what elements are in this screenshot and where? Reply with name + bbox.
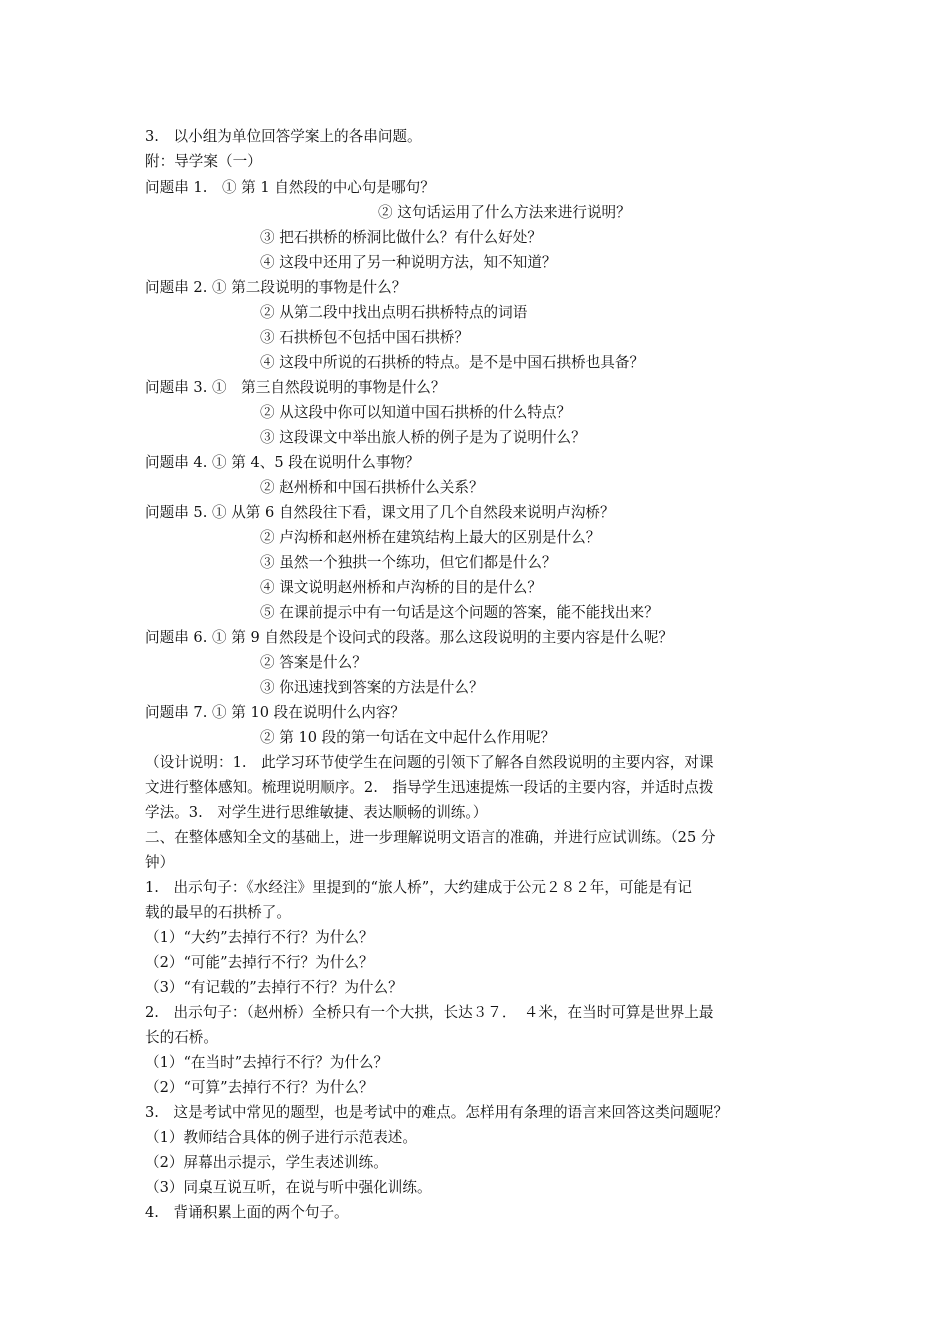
sentence-2-question-2: （2）“可算”去掉行不行？为什么？ [145,1079,374,1096]
step-3-item-2: （2）屏幕出示提示，学生表述训练。 [145,1154,388,1171]
sentence-1-question-2: （2）“可能”去掉行不行？为什么？ [145,954,374,971]
section-2-heading-cont: 钟） [145,854,175,871]
sentence-1-question-3: （3）“有记载的”去掉行不行？为什么？ [145,979,403,996]
question-chain-5-q3: ③ 虽然一个独拱一个练功，但它们都是什么？ [260,554,557,571]
question-chain-4-q2: ② 赵州桥和中国石拱桥什么关系？ [260,479,484,496]
sentence-2-text: 2. 出示句子：（赵州桥）全桥只有一个大拱，长达３７． ４米，在当时可算是世界上最 [145,1004,714,1021]
question-chain-3-q1: 问题串 3. ① 第三自然段说明的事物是什么？ [145,379,446,396]
design-note-line-2: 文进行整体感知。梳理说明顺序。2. 指导学生迅速提炼一段话的主要内容，并适时点拨 [145,779,714,796]
step-3-item-3: （3）同桌互说互听，在说与听中强化训练。 [145,1179,432,1196]
step-4-text: 4. 背诵积累上面的两个句子。 [145,1204,349,1221]
step-3-text: 3. 以小组为单位回答学案上的各串问题。 [145,128,422,145]
question-chain-2-q2: ② 从第二段中找出点明石拱桥特点的词语 [260,304,528,321]
step-3-item-1: （1）教师结合具体的例子进行示范表述。 [145,1129,417,1146]
design-note-line-3: 学法。3. 对学生进行思维敏捷、表达顺畅的训练。） [145,804,488,821]
question-chain-5-q2: ② 卢沟桥和赵州桥在建筑结构上最大的区别是什么？ [260,529,601,546]
sentence-1-question-1: （1）“大约”去掉行不行？为什么？ [145,929,374,946]
question-chain-5-q5: ⑤ 在课前提示中有一句话是这个问题的答案，能不能找出来？ [260,604,659,621]
sentence-1-text: 1. 出示句子：《水经注》里提到的“旅人桥”，大约建成于公元２８２年，可能是有记 [145,879,692,896]
question-chain-4-q1: 问题串 4. ① 第 4、5 段在说明什么事物？ [145,454,420,471]
question-chain-1-q2: ② 这句话运用了什么方法来进行说明？ [378,204,631,221]
question-chain-7-q1: 问题串 7. ① 第 10 段在说明什么内容？ [145,704,406,721]
question-chain-1-q3: ③ 把石拱桥的桥洞比做什么？有什么好处？ [260,229,542,246]
question-chain-2-q4: ④ 这段中所说的石拱桥的特点。是不是中国石拱桥也具备？ [260,354,645,371]
question-chain-2-q1: 问题串 2. ① 第二段说明的事物是什么？ [145,279,407,296]
sentence-2-text-cont: 长的石桥。 [145,1029,218,1046]
sentence-1-text-cont: 载的最早的石拱桥了。 [145,904,291,921]
question-chain-7-q2: ② 第 10 段的第一句话在文中起什么作用呢？ [260,729,556,746]
question-chain-1-q1: 问题串 1. ① 第 1 自然段的中心句是哪句？ [145,179,435,196]
sentence-2-question-1: （1）“在当时”去掉行不行？为什么？ [145,1054,389,1071]
question-chain-1-q4: ④ 这段中还用了另一种说明方法，知不知道？ [260,254,557,271]
question-chain-5-q4: ④ 课文说明赵州桥和卢沟桥的目的是什么？ [260,579,542,596]
question-chain-3-q3: ③ 这段课文中举出旅人桥的例子是为了说明什么？ [260,429,586,446]
question-chain-6-q2: ② 答案是什么？ [260,654,367,671]
step-3-exam-text: 3. 这是考试中常见的题型，也是考试中的难点。怎样用有条理的语言来回答这类问题呢？ [145,1104,729,1121]
question-chain-2-q3: ③ 石拱桥包不包括中国石拱桥？ [260,329,469,346]
question-chain-6-q1: 问题串 6. ① 第 9 自然段是个设问式的段落。那么这段说明的主要内容是什么呢？ [145,629,674,646]
question-chain-3-q2: ② 从这段中你可以知道中国石拱桥的什么特点？ [260,404,572,421]
question-chain-5-q1: 问题串 5. ① 从第 6 自然段往下看，课文用了几个自然段来说明卢沟桥？ [145,504,615,521]
appendix-title: 附：导学案（一） [145,153,262,170]
question-chain-6-q3: ③ 你迅速找到答案的方法是什么？ [260,679,484,696]
design-note-line-1: （设计说明：1. 此学习环节使学生在问题的引领下了解各自然段说明的主要内容，对课 [145,754,714,771]
section-2-heading: 二、在整体感知全文的基础上，进一步理解说明文语言的准确，并进行应试训练。（25 分 [145,829,716,846]
